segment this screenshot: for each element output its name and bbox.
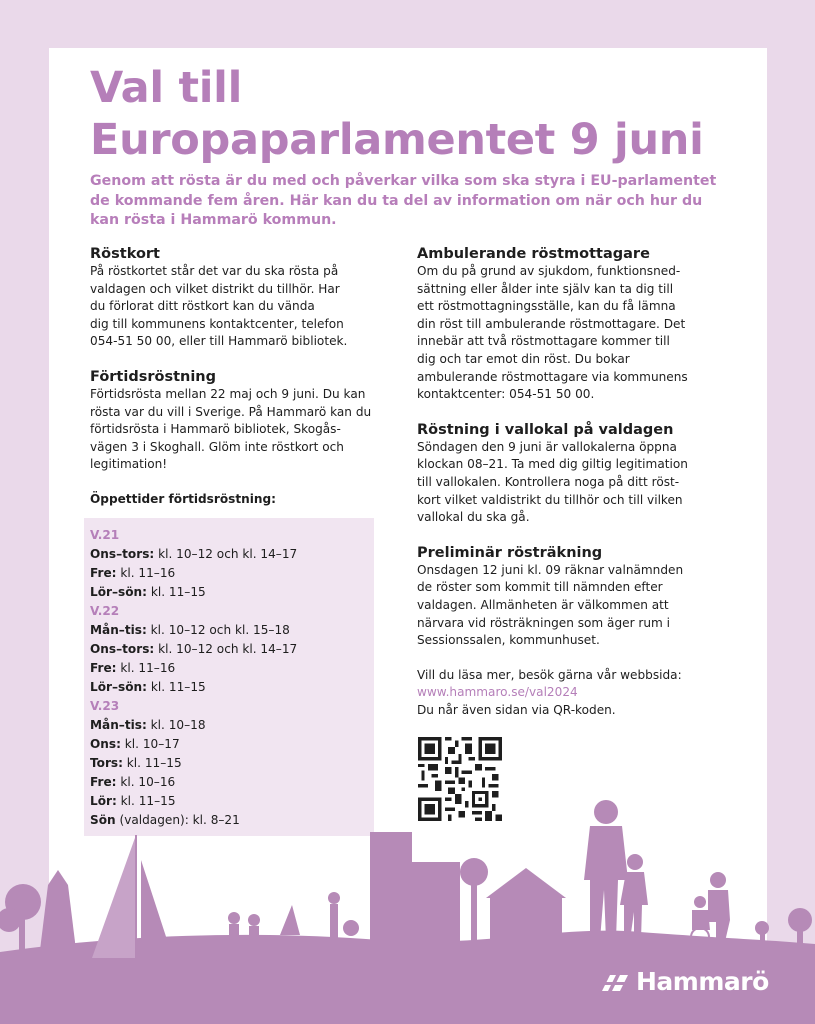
time-label: kl. 11–16 (116, 661, 176, 675)
text-line: förtidsrösta i Hammarö bibliotek, Skogås- (90, 422, 341, 437)
day-label: Ons–tors: (90, 547, 155, 561)
time-label: kl. 11–15 (116, 794, 176, 808)
day-label: Lör: (90, 794, 117, 808)
day-label: Lör–sön: (90, 680, 147, 694)
text-line: Du når även sidan via QR-koden. (417, 702, 616, 717)
section-heading: Ambulerande röstmottagare (417, 246, 650, 262)
text-line: sättning eller ålder inte själv kan ta dig till (417, 281, 674, 296)
lead-paragraph: Genom att rösta är du med och påverkar vilka som ska styra i EU-parlamentet de kommande fem åren. Här kan du ta del av information om när och hur du kan rösta i Hammarö kommun. (90, 173, 717, 228)
time-label: kl. 10–16 (116, 775, 176, 789)
day-label: Lör–sön: (90, 585, 147, 599)
text-line: kontaktcenter: 054-51 50 00. (417, 387, 595, 402)
week-label: V.21 (90, 528, 120, 542)
text-line: innebär att två röstmottagare kommer till (417, 334, 670, 349)
time-label: kl. 10–17 (120, 737, 180, 751)
time-label: (valdagen): kl. 8–21 (115, 813, 240, 827)
text-line: valdagen och vilket distrikt du tillhör. Har (90, 281, 340, 296)
text-line: klockan 08–21. Ta med dig giltig legitimation (417, 457, 688, 472)
brand-name: Hammarö (636, 967, 769, 996)
day-label: Tors: (90, 756, 123, 770)
day-label: Mån–tis: (90, 623, 147, 637)
text-line: Om du på grund av sjukdom, funktionsned- (417, 264, 681, 278)
text-line: ambulerande röstmottagare via kommunens (417, 369, 688, 384)
week-label: V.23 (90, 699, 120, 713)
time-label: kl. 11–16 (116, 566, 176, 580)
title-line-2: Europaparlamentet 9 juni (90, 115, 704, 165)
text-line: de röster som kommit till nämnden efter (417, 580, 663, 595)
week-label: V.22 (90, 604, 120, 618)
text-line: ett röstmottagningsställe, kan du få lämna (417, 299, 676, 314)
text-line: På röstkortet står det var du ska rösta på (90, 264, 339, 278)
day-label: Ons–tors: (90, 642, 155, 656)
text-line: Förtidsrösta mellan 22 maj och 9 juni. Du kan (90, 386, 366, 401)
text-line: kort vilket valdistrikt du tillhör och till vilken (417, 492, 683, 507)
hammaro-logo-icon (600, 971, 630, 993)
text-line: Sessionssalen, kommunhuset. (417, 633, 600, 648)
website-link[interactable]: www.hammaro.se/val2024 (417, 685, 578, 700)
text-line: Vill du läsa mer, besök gärna vår webbsida: (417, 667, 682, 682)
time-label: kl. 11–15 (146, 680, 206, 694)
time-label: kl. 11–15 (146, 585, 206, 599)
time-label: kl. 10–18 (146, 718, 206, 732)
text-line: vallokal du ska gå. (417, 510, 530, 525)
text-line: dig till kommunens kontaktcenter, telefon (90, 316, 344, 331)
time-label: kl. 10–12 och kl. 14–17 (154, 642, 298, 656)
day-label: Fre: (90, 775, 117, 789)
text-line: legitimation! (90, 457, 168, 472)
text-line: Söndagen den 9 juni är vallokalerna öppna (417, 439, 677, 454)
text-line: närvara vid rösträkningen som äger rum i (417, 615, 671, 630)
section-heading: Röstkort (90, 246, 160, 262)
time-label: kl. 11–15 (122, 756, 182, 770)
title-line-1: Val till (90, 63, 243, 113)
text-line: till vallokalen. Kontrollera noga på ditt röst- (417, 474, 680, 489)
day-label: Ons: (90, 737, 121, 751)
section-heading: Förtidsröstning (90, 368, 217, 385)
text-line: Onsdagen 12 juni kl. 09 räknar valnämnden (417, 562, 684, 577)
opening-hours-title: Öppettider förtidsröstning: (90, 491, 276, 506)
day-label: Sön (90, 813, 116, 827)
section-heading: Preliminär rösträkning (417, 544, 603, 561)
text-line: rösta var du vill i Sverige. På Hammarö kan du (90, 404, 372, 419)
time-label: kl. 10–12 och kl. 15–18 (146, 623, 290, 637)
text-line: du förlorat ditt röstkort kan du vända (90, 299, 315, 314)
text-line: vägen 3 i Skoghall. Glöm inte röstkort och (90, 439, 344, 454)
day-label: Fre: (90, 566, 117, 580)
text-line: 054-51 50 00, eller till Hammarö bibliotek. (90, 334, 348, 349)
day-label: Fre: (90, 661, 117, 675)
text-line: valdagen. Allmänheten är välkommen att (417, 597, 669, 612)
time-label: kl. 10–12 och kl. 14–17 (154, 547, 298, 561)
text-line: din röst till ambulerande röstmottagare. Det (417, 316, 686, 331)
hammaro-logo[interactable] (600, 967, 769, 996)
section-heading: Röstning i vallokal på valdagen (417, 421, 674, 438)
text-line: dig och tar emot din röst. Du bokar (417, 351, 630, 366)
day-label: Mån–tis: (90, 718, 147, 732)
